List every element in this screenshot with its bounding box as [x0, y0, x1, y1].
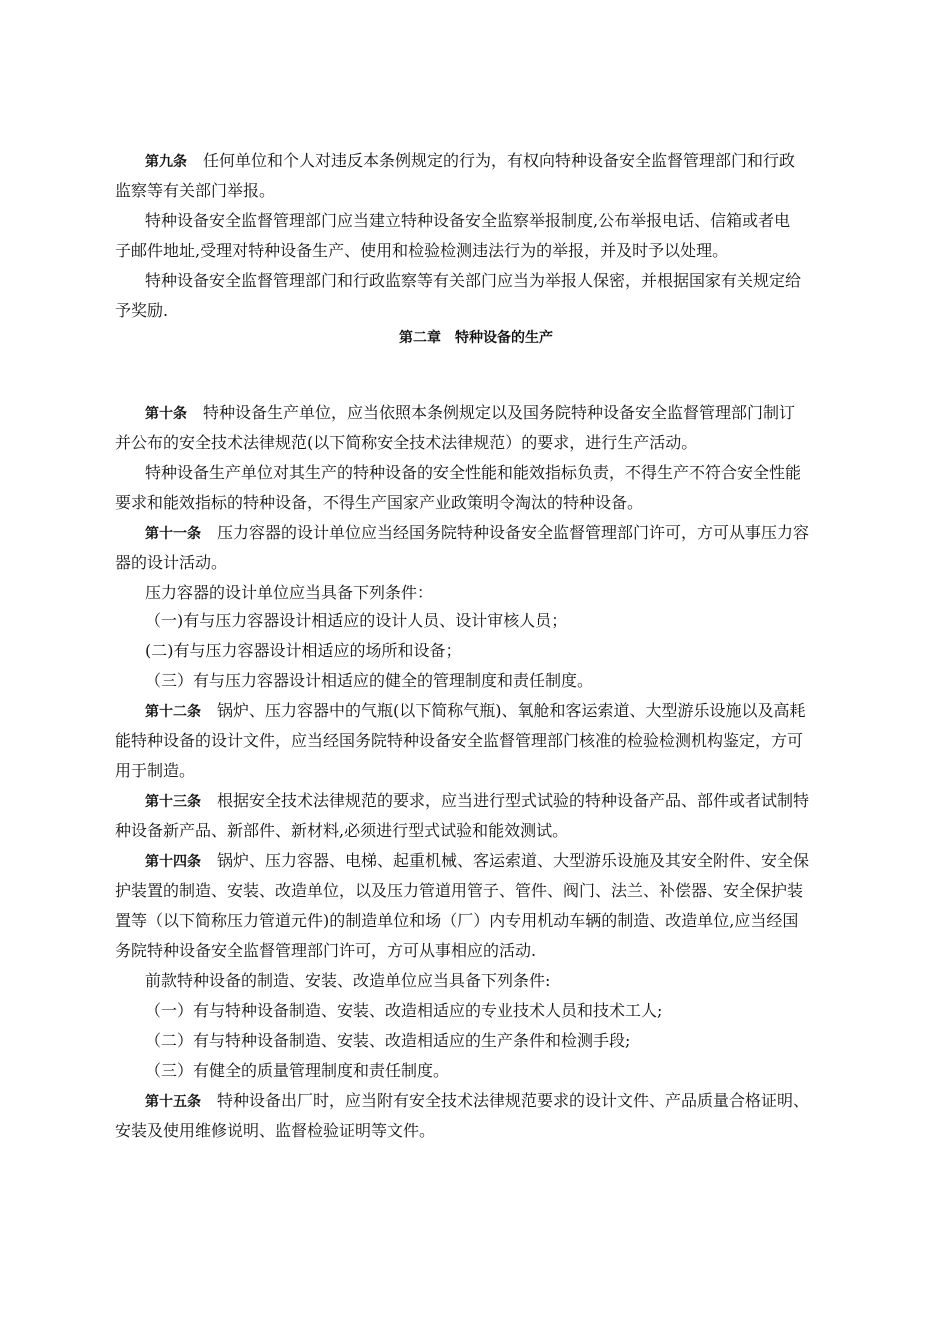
line-text: 予奖励. — [115, 301, 169, 320]
text-line — [115, 606, 837, 636]
paragraph — [115, 206, 837, 266]
line-text: (二)有与压力容器设计相适应的场所和设备； — [145, 641, 462, 660]
paragraph — [115, 966, 837, 996]
line-text: 务院特种设备安全监督管理部门许可，方可从事相应的活动. — [115, 941, 537, 960]
text-line — [115, 296, 837, 326]
text-line — [115, 176, 837, 206]
line-text: 监察等有关部门举报。 — [115, 181, 276, 200]
text-line — [115, 726, 837, 756]
text-line — [115, 1056, 837, 1086]
text-line — [115, 398, 837, 428]
text-line — [115, 666, 837, 696]
text-line — [115, 1086, 837, 1116]
text-line — [115, 696, 837, 726]
line-text: 特种设备安全监督管理部门和行政监察等有关部门应当为举报人保密，并根据国家有关规定给 — [145, 271, 802, 290]
text-line — [115, 518, 837, 548]
article-number: 第十一条 — [145, 526, 201, 542]
text-line — [115, 966, 837, 996]
paragraph — [115, 266, 837, 326]
line-text: （一）有与特种设备制造、安装、改造相适应的专业技术人员和技术工人; — [145, 1001, 663, 1020]
article-number: 第九条 — [145, 154, 187, 170]
line-text: （二）有与特种设备制造、安装、改造相适应的生产条件和检测手段; — [145, 1031, 631, 1050]
line-text: 根据安全技术法律规范的要求，应当进行型式试验的特种设备产品、部件或者试制特 — [217, 791, 810, 810]
line-text: 前款特种设备的制造、安装、改造单位应当具备下列条件: — [145, 971, 551, 990]
line-text: 器的设计活动。 — [115, 553, 228, 572]
line-text: 锅炉、压力容器、电梯、起重机械、客运索道、大型游乐设施及其安全附件、安全保 — [217, 851, 810, 870]
text-line — [115, 266, 837, 296]
line-text: 特种设备生产单位对其生产的特种设备的安全性能和能效指标负责，不得生产不符合安全性能 — [145, 463, 802, 482]
line-text: 压力容器的设计单位应当经国务院特种设备安全监督管理部门许可，方可从事压力容 — [217, 523, 810, 542]
chapter-heading: 第二章 特种设备的生产 — [399, 330, 553, 346]
text-line — [115, 996, 837, 1026]
article-number: 第十条 — [145, 406, 187, 422]
paragraph — [115, 666, 837, 696]
line-text: 置等（以下简称压力管道元件)的制造单位和场（厂）内专用机动车辆的制造、改造单位,应当经国 — [115, 911, 799, 930]
line-text: 用于制造。 — [115, 761, 196, 780]
article-number: 第十四条 — [145, 854, 201, 870]
article-paragraph — [115, 398, 837, 458]
paragraph — [115, 636, 837, 666]
line-text: （三）有健全的质量管理制度和责任制度。 — [145, 1061, 450, 1080]
line-text: 锅炉、压力容器中的气瓶(以下简称气瓶)、氧舱和客运索道、大型游乐设施以及高耗 — [217, 701, 806, 720]
text-line — [115, 816, 837, 846]
line-text: 子邮件地址,受理对特种设备生产、使用和检验检测违法行为的举报，并及时予以处理。 — [115, 241, 729, 260]
line-text: 特种设备安全监督管理部门应当建立特种设备安全监察举报制度,公布举报电话、信箱或者电 — [145, 211, 791, 230]
paragraph — [115, 1056, 837, 1086]
text-line — [115, 206, 837, 236]
text-line — [115, 458, 837, 488]
text-line — [115, 786, 837, 816]
text-line — [115, 906, 837, 936]
article-paragraph — [115, 786, 837, 846]
article-paragraph — [115, 846, 837, 966]
text-line — [115, 488, 837, 518]
text-line — [115, 936, 837, 966]
article-paragraph — [115, 696, 837, 786]
line-text: 压力容器的设计单位应当具备下列条件： — [145, 583, 434, 602]
paragraph — [115, 996, 837, 1026]
text-line — [115, 428, 837, 458]
text-line — [115, 146, 837, 176]
line-text: 要求和能效指标的特种设备，不得生产国家产业政策明令淘汰的特种设备。 — [115, 493, 644, 512]
article-number: 第十二条 — [145, 704, 201, 720]
line-text: 并公布的安全技术法律规范(以下简称安全技术法律规范）的要求，进行生产活动。 — [115, 433, 698, 452]
paragraph — [115, 458, 837, 518]
line-text: 特种设备生产单位，应当依照本条例规定以及国务院特种设备安全监督管理部门制订 — [203, 403, 796, 422]
text-line — [115, 756, 837, 786]
line-text: 特种设备出厂时，应当附有安全技术法律规范要求的设计文件、产品质量合格证明、 — [217, 1091, 810, 1110]
text-line — [115, 846, 837, 876]
article-number: 第十三条 — [145, 794, 201, 810]
text-line — [115, 636, 837, 666]
article-paragraph — [115, 518, 837, 578]
paragraph — [115, 1026, 837, 1056]
article-number: 第十五条 — [145, 1094, 201, 1110]
line-text: （三）有与压力容器设计相适应的健全的管理制度和责任制度。 — [145, 671, 594, 690]
paragraph — [115, 606, 837, 636]
article-paragraph — [115, 1086, 837, 1146]
line-text: 安装及使用维修说明、监督检验证明等文件。 — [115, 1121, 436, 1140]
line-text: （一)有与压力容器设计相适应的设计人员、设计审核人员； — [145, 611, 568, 630]
text-line — [115, 1116, 837, 1146]
text-line — [115, 876, 837, 906]
line-text: 种设备新产品、新部件、新材料,必须进行型式试验和能效测试。 — [115, 821, 569, 840]
paragraph — [115, 578, 837, 608]
line-text: 任何单位和个人对违反本条例规定的行为，有权向特种设备安全监督管理部门和行政 — [203, 151, 796, 170]
text-line — [115, 578, 837, 608]
article-paragraph — [115, 146, 837, 206]
line-text: 护装置的制造、安装、改造单位，以及压力管道用管子、管件、阀门、法兰、补偿器、安全保护装 — [115, 881, 804, 900]
text-line — [115, 236, 837, 266]
line-text: 能特种设备的设计文件，应当经国务院特种设备安全监督管理部门核准的检验检测机构鉴定，方可 — [115, 731, 804, 750]
text-line — [115, 548, 837, 578]
text-line — [115, 1026, 837, 1056]
